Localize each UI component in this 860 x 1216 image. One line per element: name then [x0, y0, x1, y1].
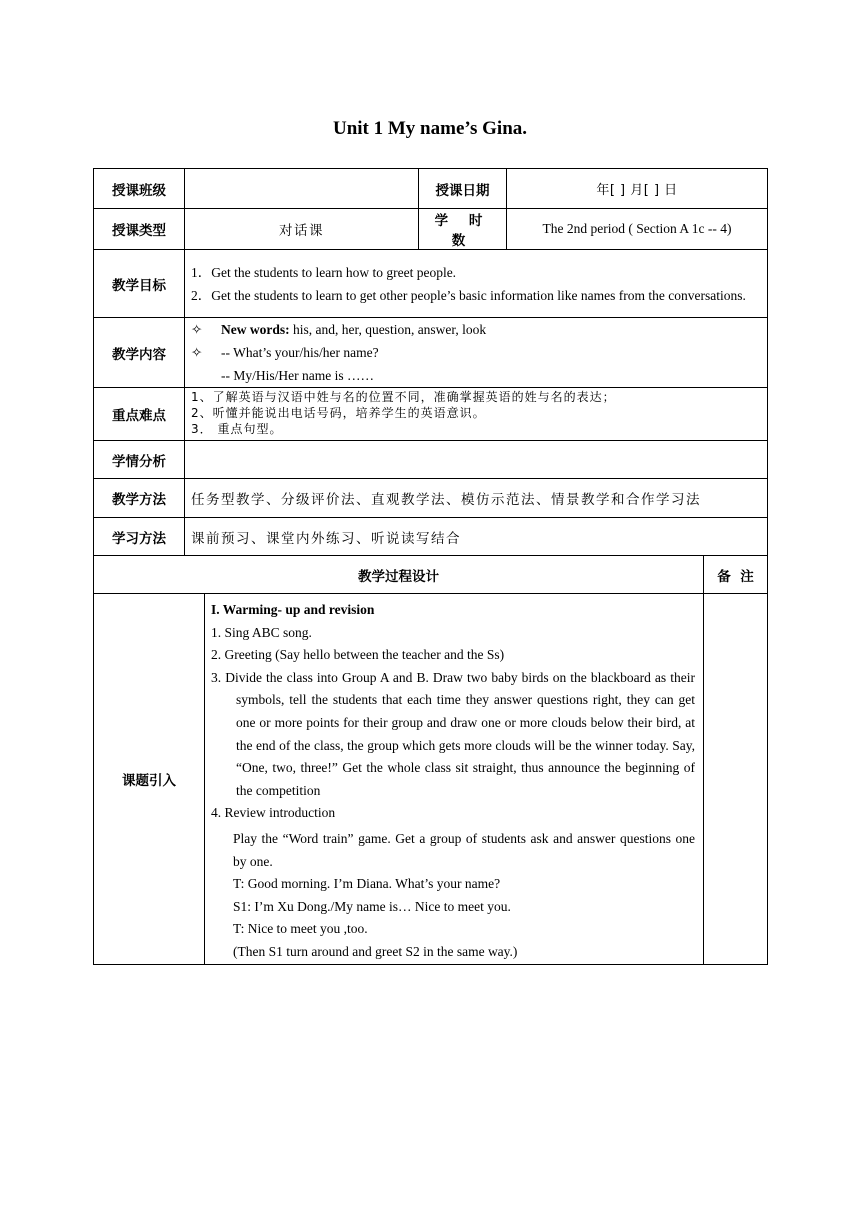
key-points-cell [185, 388, 768, 441]
notes-header: 备 注 [704, 556, 768, 594]
key-label: 重点难点 [94, 388, 185, 441]
hours-label: 学 时 数 [419, 209, 507, 250]
date-value: 年[ ] 月[ ] 日 [507, 169, 768, 209]
objectives-cell [185, 250, 768, 318]
section-heading: I. Warming- up and revision [211, 602, 375, 617]
new-words-value: his, and, her, question, answer, look [289, 322, 487, 337]
key-point-item: 1、了解英语与汉语中姓与名的位置不同，准确掌握英语的姓与名的表达； [191, 390, 616, 404]
bullet-icon: ✧ [191, 322, 203, 337]
process-detail: S1: I’m Xu Dong./My name is… Nice to meet you. [233, 898, 511, 914]
process-detail: T: Nice to meet you ,too. [233, 921, 368, 937]
class-value [185, 169, 419, 209]
analysis-label: 学情分析 [94, 441, 185, 479]
process-item: 4. Review introduction [211, 805, 336, 821]
content-sentence: -- My/His/Her name is …… [221, 368, 374, 383]
method-label: 教学方法 [94, 479, 185, 518]
content-sentence: -- What’s your/his/her name? [221, 345, 379, 360]
process-item: 2. Greeting (Say hello between the teacher and the Ss) [211, 647, 505, 663]
type-label: 授课类型 [94, 209, 185, 250]
content-label: 教学内容 [94, 318, 185, 388]
objective-item: 2．Get the students to learn to get other people’s basic information like names from the conversations. [191, 287, 746, 303]
bullet-icon: ✧ [191, 345, 203, 360]
hours-value: The 2nd period ( Section A 1c -- 4) [507, 209, 768, 250]
objective-item: 1．Get the students to learn how to greet people. [191, 264, 457, 280]
process-item: 3. Divide the class into Group A and B. Draw two baby birds on the blackboard as their symbols, tell the students that each time they answer questions right, they can get one or more points for their group and draw one or more clouds below their bird, at the end of the class, the group which gets more clouds will be the winner today. Say, “One, two, three!” Get the whole class sit straight, thus announce the beginning of the competition [211, 669, 695, 798]
key-point-item: 3． 重点句型。 [191, 422, 283, 436]
document-title: Unit 1 My name’s Gina. [332, 118, 528, 139]
new-words-label: New words: [221, 322, 290, 337]
notes-cell [704, 594, 768, 965]
type-value: 对话课 [185, 209, 419, 250]
process-content [205, 594, 704, 965]
process-detail: Play the “Word train” game. Get a group of students ask and answer questions one by one. [233, 830, 695, 869]
content-cell [185, 318, 768, 388]
study-label: 学习方法 [94, 518, 185, 556]
analysis-value [185, 441, 768, 479]
objectives-label: 教学目标 [94, 250, 185, 318]
study-value: 课前预习、课堂内外练习、听说读写结合 [185, 518, 768, 556]
process-detail: (Then S1 turn around and greet S2 in the same way.) [233, 943, 518, 959]
class-label: 授课班级 [94, 169, 185, 209]
date-label: 授课日期 [419, 169, 507, 209]
process-item: 1. Sing ABC song. [211, 624, 312, 640]
key-point-item: 2、听懂并能说出电话号码，培养学生的英语意识。 [191, 406, 486, 420]
process-header: 教学过程设计 [94, 556, 704, 594]
lesson-plan-table [93, 168, 768, 965]
method-value: 任务型教学、分级评价法、直观教学法、模仿示范法、情景教学和合作学习法 [185, 479, 768, 518]
section-label: 课题引入 [94, 594, 205, 965]
process-detail: T: Good morning. I’m Diana. What’s your name? [233, 876, 501, 892]
